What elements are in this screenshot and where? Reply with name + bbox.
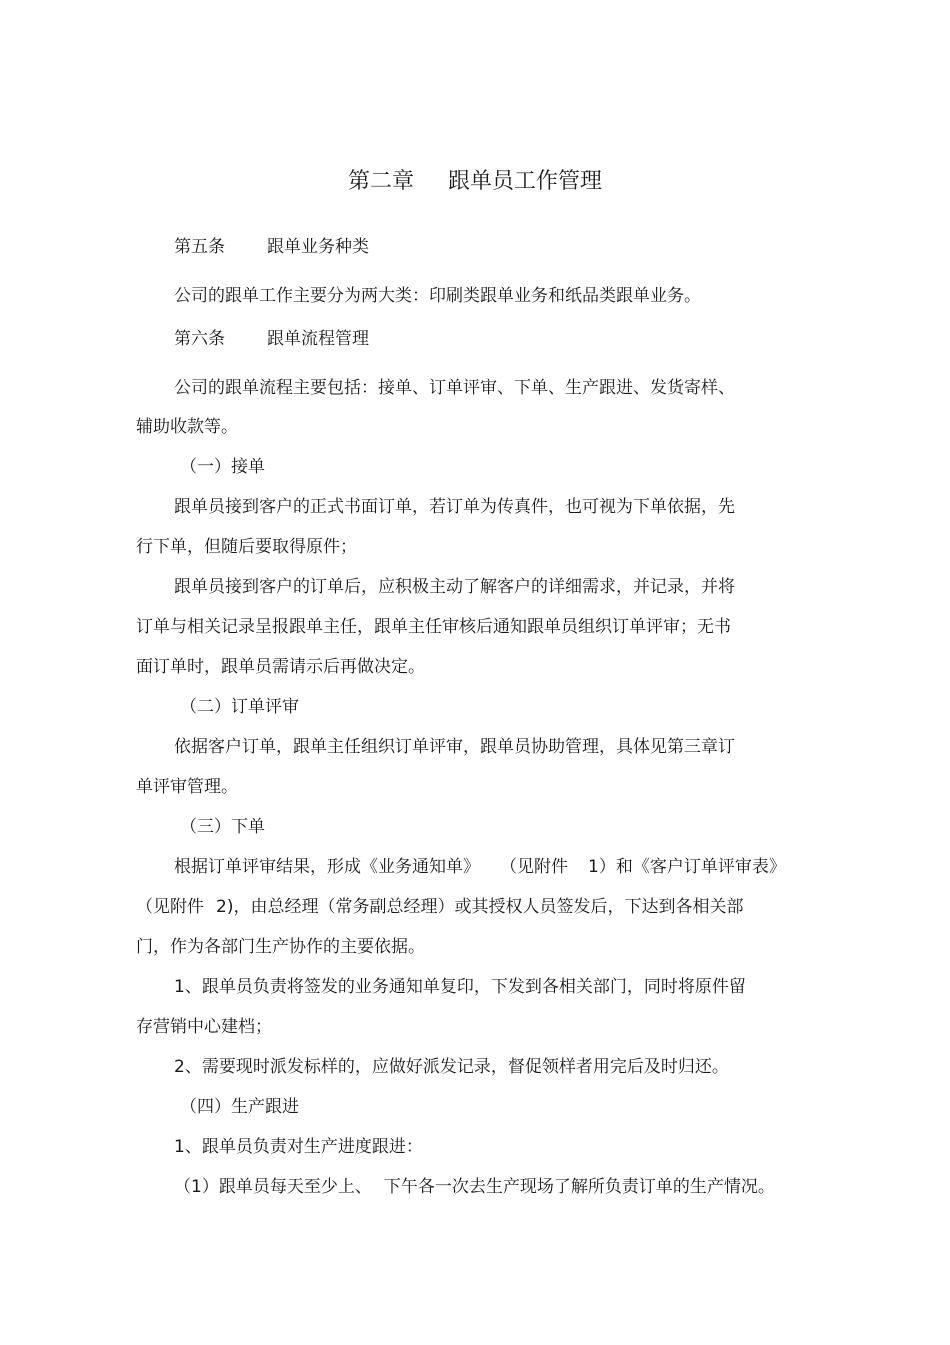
paragraph-6-line-2	[136, 895, 743, 919]
paragraph-6-line-2-part-1: （见附件	[136, 897, 204, 917]
paragraph-3-line-1: 跟单员接到客户的正式书面订单，若订单为传真件，也可视为下单依据，先	[174, 497, 735, 517]
paragraph-6-line-3: 门，作为各部门生产协作的主要依据。	[136, 937, 425, 957]
paragraph-10-part-2: 下午各一次去生产现场了解所负责订单的生产情况。	[383, 1177, 775, 1197]
paragraph-3-line-2: 行下单，但随后要取得原件；	[136, 537, 357, 557]
paragraph-4-line-2: 订单与相关记录呈报跟单主任，跟单主任审核后通知跟单员组织订单评审；无书	[136, 617, 731, 637]
article-5-heading	[174, 235, 369, 259]
chapter-heading: 跟单员工作管理	[448, 169, 603, 194]
article-5-label: 第五条	[174, 237, 225, 257]
section-2-heading: （二）订单评审	[180, 697, 299, 717]
paragraph-7-line-1: 1、跟单员负责将签发的业务通知单复印，下发到各相关部门，同时将原件留	[174, 977, 746, 997]
section-1-heading: （一）接单	[180, 457, 265, 477]
chapter-number: 第二章	[347, 169, 414, 194]
paragraph-10-part-1: （1）跟单员每天至少上、	[174, 1177, 372, 1197]
paragraph-9: 1、跟单员负责对生产进度跟进：	[174, 1137, 423, 1157]
paragraph-4-line-1: 跟单员接到客户的订单后，应积极主动了解客户的详细需求，并记录，并将	[174, 577, 735, 597]
paragraph-7-line-2: 存营销中心建档；	[136, 1017, 272, 1037]
paragraph-1: 公司的跟单工作主要分为两大类：印刷类跟单业务和纸品类跟单业务。	[174, 286, 701, 306]
article-5-title: 跟单业务种类	[267, 237, 369, 257]
section-3-heading: （三）下单	[180, 817, 265, 837]
article-6-title: 跟单流程管理	[267, 329, 369, 349]
paragraph-2-line-1: 公司的跟单流程主要包括：接单、订单评审、下单、生产跟进、发货寄样、	[174, 378, 735, 398]
paragraph-6-line-1-part-2: （见附件	[500, 857, 568, 877]
paragraph-2-line-2: 辅助收款等。	[136, 417, 238, 437]
paragraph-6-line-1-part-3: 1）和《客户订单评审表》	[588, 857, 786, 877]
paragraph-6-line-1	[174, 855, 786, 879]
paragraph-10	[174, 1175, 775, 1199]
paragraph-4-line-3: 面订单时，跟单员需请示后再做决定。	[136, 657, 425, 677]
paragraph-8: 2、需要现时派发标样的，应做好派发记录，督促领样者用完后及时归还。	[174, 1057, 729, 1077]
article-6-label: 第六条	[174, 329, 225, 349]
paragraph-5-line-2: 单评审管理。	[136, 777, 238, 797]
paragraph-6-line-2-part-2: 2)，由总经理（常务副总经理）或其授权人员签发后，下达到各相关部	[216, 897, 744, 917]
paragraph-5-line-1: 依据客户订单，跟单主任组织订单评审，跟单员协助管理，具体见第三章订	[174, 737, 735, 757]
article-6-heading	[174, 327, 369, 351]
chapter-title	[0, 168, 950, 196]
paragraph-6-line-1-part-1: 根据订单评审结果，形成《业务通知单》	[174, 857, 480, 877]
section-4-heading: （四）生产跟进	[180, 1097, 299, 1117]
